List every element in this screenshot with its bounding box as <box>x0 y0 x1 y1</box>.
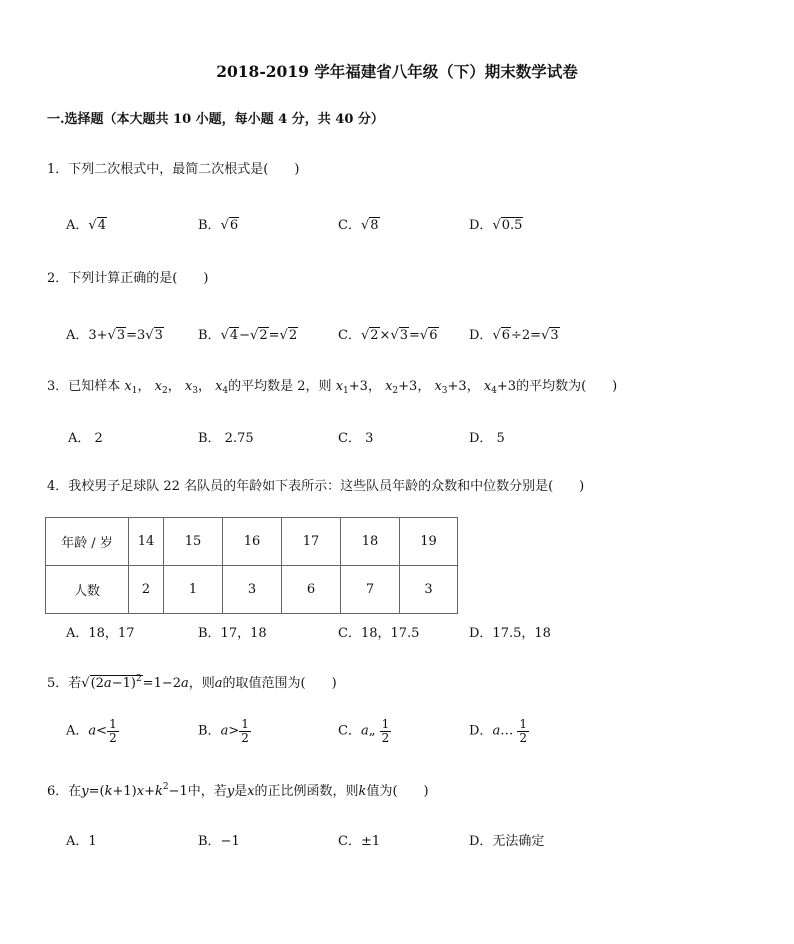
q3-option-a: A． 2 <box>68 431 103 446</box>
q2-option-a: A．3+√3=3√3 <box>66 328 163 343</box>
table-row <box>46 518 458 566</box>
question-2-stem: 2．下列计算正确的是( ) <box>47 271 209 286</box>
page-title: 2018-2019 学年福建省八年级（下）期末数学试卷 <box>216 62 578 81</box>
table-cell: 17 <box>282 518 341 566</box>
question-4-stem: 4．我校男子足球队 22 名队员的年龄如下表所示：这些队员年龄的众数和中位数分别是( ) <box>47 479 585 494</box>
table-cell: 19 <box>400 518 458 566</box>
table-cell: 6 <box>282 566 341 614</box>
table-cell: 14 <box>129 518 164 566</box>
q2-option-c: C．√2×√3=√6 <box>338 328 438 343</box>
table-cell: 1 <box>164 566 223 614</box>
table-cell: 3 <box>400 566 458 614</box>
q3-option-b: B． 2.75 <box>198 431 254 446</box>
table-row <box>46 566 458 614</box>
age-table <box>45 517 458 614</box>
q2-option-b: B．√4−√2=√2 <box>198 328 298 343</box>
table-header-cell: 年龄 / 岁 <box>46 518 129 566</box>
q4-option-d: D．17.5，18 <box>469 626 551 641</box>
q3-option-c: C． 3 <box>338 431 374 446</box>
q1-option-d: D．√0.5 <box>469 218 523 233</box>
q5-option-d: D．a… $\frac{1}{2}$ <box>469 717 527 745</box>
table-header-cell: 人数 <box>46 566 129 614</box>
q5-option-c: C．a„ $\frac{1}{2}$ <box>338 717 390 745</box>
table-cell: 7 <box>341 566 400 614</box>
q6-option-c: C．±1 <box>338 834 381 849</box>
question-1-stem: 1．下列二次根式中，最简二次根式是( ) <box>47 162 300 177</box>
q6-option-a: A．1 <box>66 834 97 849</box>
q1-option-b: B．√6 <box>198 218 239 233</box>
q5-option-a: A．a< $\frac{1}{2}$ <box>66 717 117 745</box>
q5-option-b: B．a> $\frac{1}{2}$ <box>198 717 249 745</box>
q1-option-c: C．√8 <box>338 218 379 233</box>
q3-option-d: D． 5 <box>469 431 505 446</box>
q4-option-a: A．18，17 <box>66 626 135 641</box>
question-3-stem: 3．已知样本 $x_1$， $x_2$， $x_3$， $x_4$的平均数是 2，则 $x_1+3$， $x_2+3$， $x_3+3$， $x_4+3$的平均数为( ) <box>47 379 618 396</box>
table-cell: 15 <box>164 518 223 566</box>
q1-option-a: A．√4 <box>66 218 106 233</box>
table-cell: 2 <box>129 566 164 614</box>
section-heading: 一.选择题（本大题共 10 小题，每小题 4 分，共 40 分） <box>47 112 384 127</box>
q6-option-b: B．−1 <box>198 834 240 849</box>
question-5-stem: 5．若$√(2a-1)^2=1-2a$，则a的取值范围为( ) <box>47 674 337 691</box>
q4-option-c: C．18，17.5 <box>338 626 420 641</box>
question-6-stem: 6．在$y=(k+1)x+k^2-1$中，若y是x的正比例函数，则k值为( ) <box>47 782 429 799</box>
q2-option-d: D．√6÷2=√3 <box>469 328 559 343</box>
table-cell: 3 <box>223 566 282 614</box>
table-cell: 16 <box>223 518 282 566</box>
q6-option-d: D．无法确定 <box>469 834 545 849</box>
q4-option-b: B．17，18 <box>198 626 267 641</box>
table-cell: 18 <box>341 518 400 566</box>
